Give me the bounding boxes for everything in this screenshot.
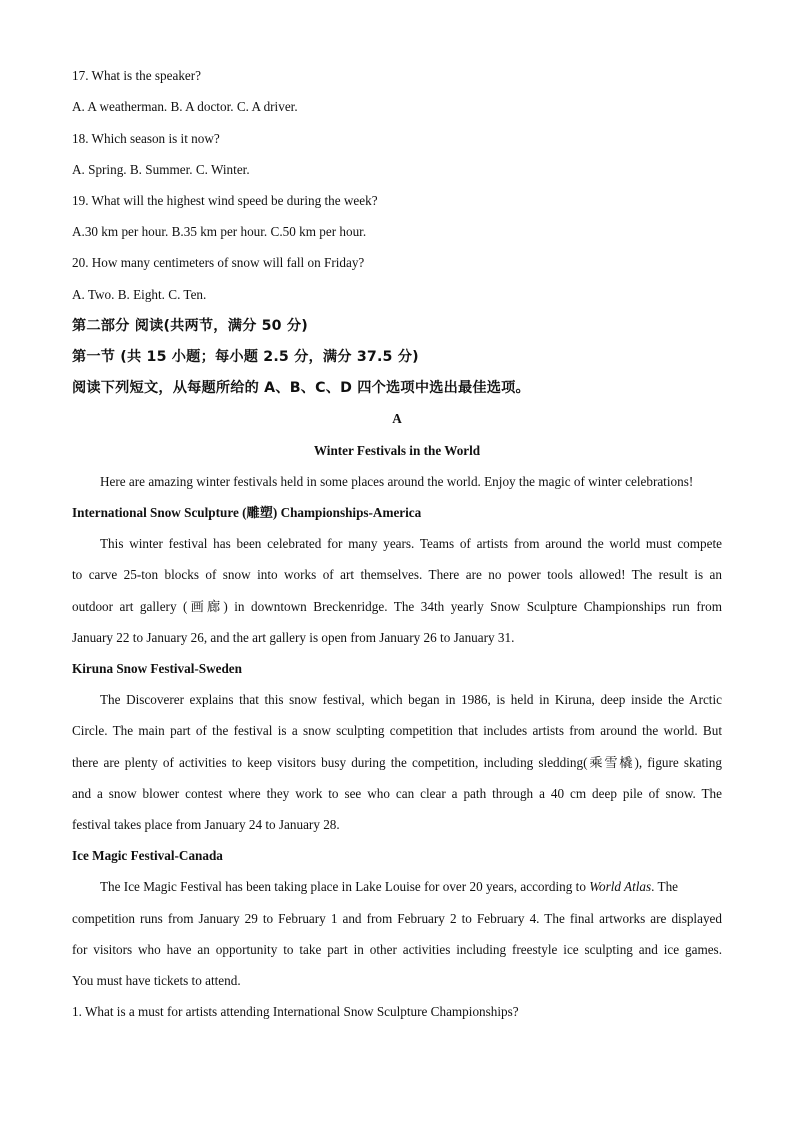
question-20-options: A. Two. B. Eight. C. Ten. — [72, 287, 207, 302]
paragraph-line: to carve 25-ton blocks of snow into works of art themselves. There are no power tools allowed! The result is an — [72, 567, 722, 582]
source-italic: World Atlas — [589, 879, 652, 894]
reading-instruction: 阅读下列短文，从每题所给的 A、B、C、D 四个选项中选出最佳选项。 — [72, 380, 530, 396]
festival-heading-canada: Ice Magic Festival-Canada — [72, 848, 223, 863]
paragraph-line: outdoor art gallery (画廊) in downtown Breckenridge. The 34th yearly Snow Sculpture Championships run from — [72, 599, 722, 614]
passage-letter: A — [392, 411, 402, 426]
festival-heading-america: International Snow Sculpture (雕塑) Championships-America — [72, 505, 422, 520]
question-17-options: A. A weatherman. B. A doctor. C. A driver. — [72, 99, 298, 114]
paragraph-line: competition runs from January 29 to February 1 and from February 2 to February 4. The final artworks are displayed — [72, 911, 722, 926]
paragraph-text-tail: The — [654, 879, 679, 894]
paragraph-line: for visitors who have an opportunity to take part in other activities including freestyle ice sculpting and ice games. — [72, 942, 722, 957]
question-1: 1. What is a must for artists attending International Snow Sculpture Championships? — [72, 1004, 519, 1019]
paragraph-line: The Discoverer explains that this snow festival, which began in 1986, is held in Kiruna, deep inside the Arctic — [100, 692, 722, 707]
paragraph-line: January 22 to January 26, and the art gallery is open from January 26 to January 31. — [72, 630, 515, 645]
question-19: 19. What will the highest wind speed be during the week? — [72, 193, 378, 208]
paragraph-line: there are plenty of activities to keep visitors busy during the competition, including sledding(乘雪橇), figure skating — [72, 755, 722, 770]
paragraph-line: and a snow blower contest where they work to see who can clear a path through a 40 cm deep pile of snow. The — [72, 786, 722, 801]
paragraph-line: Circle. The main part of the festival is a snow sculpting competition that includes artists from around the world. But — [72, 723, 722, 738]
section-1-heading: 第一节 (共 15 小题；每小题 2.5 分，满分 37.5 分) — [72, 349, 419, 365]
passage-intro: Here are amazing winter festivals held in some places around the world. Enjoy the magic of winter celebrations! — [100, 474, 694, 489]
paragraph-line: You must have tickets to attend. — [72, 973, 241, 988]
question-17: 17. What is the speaker? — [72, 68, 202, 83]
source-period: . — [651, 879, 655, 894]
paragraph-line: festival takes place from January 24 to January 28. — [72, 817, 340, 832]
paragraph-text: The Ice Magic Festival has been taking place in Lake Louise for over 20 years, according to — [100, 879, 590, 894]
question-18-options: A. Spring. B. Summer. C. Winter. — [72, 162, 250, 177]
festival-heading-sweden: Kiruna Snow Festival-Sweden — [72, 661, 242, 676]
question-19-options: A.30 km per hour. B.35 km per hour. C.50 km per hour. — [72, 224, 367, 239]
paragraph-line-with-source — [100, 878, 722, 896]
question-18: 18. Which season is it now? — [72, 131, 220, 146]
question-20: 20. How many centimeters of snow will fall on Friday? — [72, 255, 365, 270]
section-part2-heading: 第二部分 阅读(共两节，满分 50 分) — [72, 318, 308, 334]
passage-title: Winter Festivals in the World — [313, 443, 481, 458]
paragraph-line: This winter festival has been celebrated for many years. Teams of artists from around the world must compete — [100, 536, 722, 551]
